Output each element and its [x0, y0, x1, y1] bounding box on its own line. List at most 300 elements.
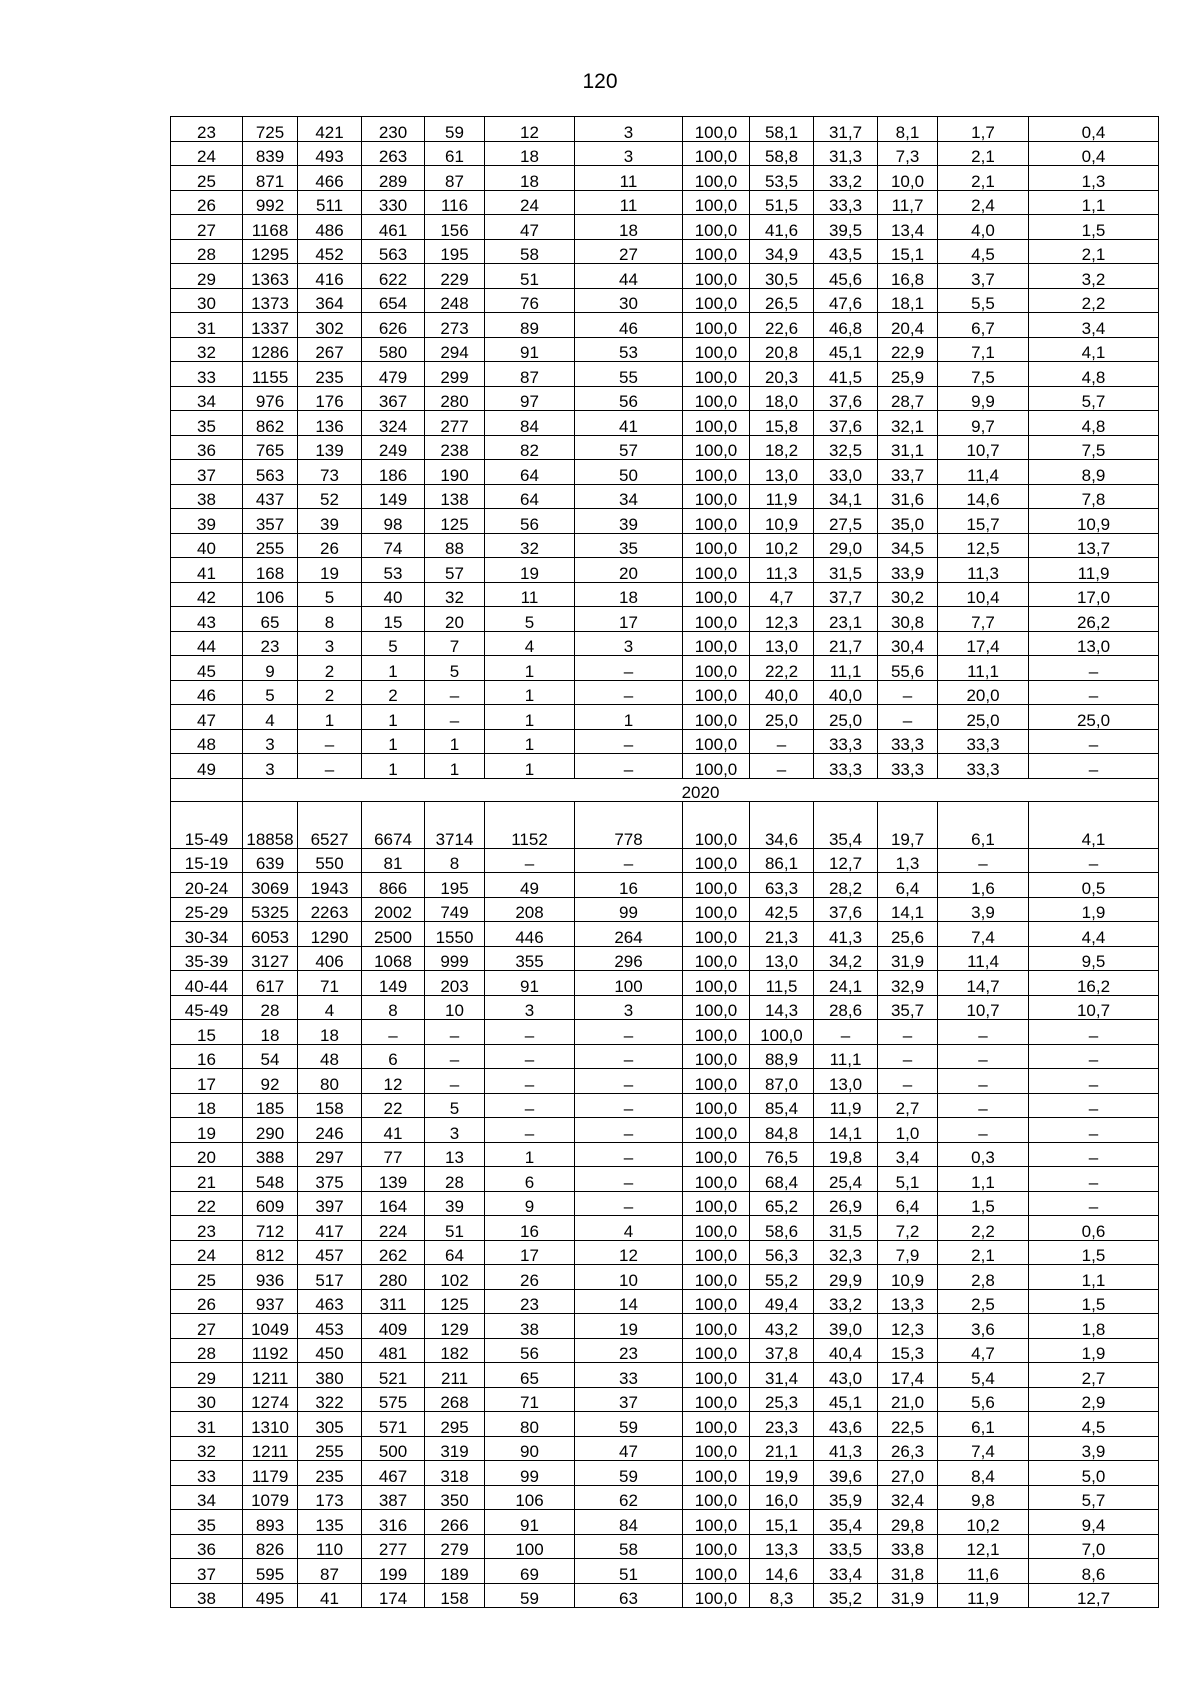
table-cell: 5: [485, 607, 575, 632]
table-cell: 100: [485, 1534, 575, 1559]
age-cell: 21: [171, 1167, 243, 1192]
table-cell: –: [575, 1142, 683, 1167]
table-cell: 31,7: [814, 117, 878, 142]
table-cell: –: [1029, 1044, 1159, 1069]
table-cell: 1550: [425, 922, 485, 947]
table-cell: 33,2: [814, 1289, 878, 1314]
table-cell: 387: [362, 1485, 425, 1510]
table-cell: 100,0: [683, 607, 750, 632]
table-cell: 330: [362, 190, 425, 215]
table-cell: 350: [425, 1485, 485, 1510]
table-cell: 992: [243, 190, 298, 215]
table-cell: 2500: [362, 922, 425, 947]
table-cell: 100,0: [683, 1216, 750, 1241]
table-cell: 6,4: [878, 1191, 938, 1216]
table-cell: 10,9: [750, 509, 814, 534]
table-cell: 3069: [243, 873, 298, 898]
table-cell: –: [575, 1167, 683, 1192]
table-cell: 15,7: [938, 509, 1029, 534]
table-cell: 211: [425, 1363, 485, 1388]
age-cell: 29: [171, 1363, 243, 1388]
table-row: [171, 705, 1159, 730]
table-cell: 20,4: [878, 313, 938, 338]
table-cell: 7,5: [1029, 435, 1159, 460]
table-cell: 100,0: [683, 1265, 750, 1290]
table-cell: 16,8: [878, 264, 938, 289]
table-cell: 263: [362, 141, 425, 166]
age-cell: 30: [171, 288, 243, 313]
table-cell: 550: [298, 848, 362, 873]
table-cell: 76,5: [750, 1142, 814, 1167]
table-cell: 100,0: [683, 705, 750, 730]
table-row: [171, 141, 1159, 166]
table-row: [171, 117, 1159, 142]
table-cell: 35,0: [878, 509, 938, 534]
table-cell: 100,0: [683, 386, 750, 411]
table-cell: 2,2: [1029, 288, 1159, 313]
table-cell: 311: [362, 1289, 425, 1314]
table-cell: 19,7: [878, 801, 938, 848]
table-cell: 12,7: [814, 848, 878, 873]
table-cell: 486: [298, 215, 362, 240]
table-cell: 100,0: [683, 582, 750, 607]
table-cell: 106: [485, 1485, 575, 1510]
table-cell: 100,0: [683, 264, 750, 289]
table-cell: 34,1: [814, 484, 878, 509]
table-cell: 262: [362, 1240, 425, 1265]
table-cell: 8: [298, 607, 362, 632]
table-cell: 24: [485, 190, 575, 215]
age-cell: 40-44: [171, 971, 243, 996]
table-cell: 195: [425, 239, 485, 264]
age-cell: 31: [171, 313, 243, 338]
table-cell: 44: [575, 264, 683, 289]
table-cell: 100,0: [683, 141, 750, 166]
table-cell: 6: [485, 1167, 575, 1192]
table-cell: 267: [298, 337, 362, 362]
table-cell: 53,5: [750, 166, 814, 191]
table-cell: 65: [243, 607, 298, 632]
table-cell: 3,6: [938, 1314, 1029, 1339]
table-cell: 8,4: [938, 1461, 1029, 1486]
table-cell: 28,6: [814, 995, 878, 1020]
table-cell: 8,1: [878, 117, 938, 142]
table-cell: –: [878, 680, 938, 705]
table-cell: 5325: [243, 897, 298, 922]
table-cell: 299: [425, 362, 485, 387]
table-cell: 13,0: [750, 631, 814, 656]
table-cell: –: [575, 1118, 683, 1143]
table-cell: 46: [575, 313, 683, 338]
table-cell: 34: [575, 484, 683, 509]
age-cell: 38: [171, 1583, 243, 1608]
table-cell: 208: [485, 897, 575, 922]
table-cell: 64: [485, 484, 575, 509]
table-row: [171, 1167, 1159, 1192]
table-cell: –: [575, 656, 683, 681]
table-cell: 15,1: [878, 239, 938, 264]
table-cell: 13,3: [750, 1534, 814, 1559]
table-cell: 56,3: [750, 1240, 814, 1265]
table-cell: 31,9: [878, 946, 938, 971]
table-cell: 87: [298, 1559, 362, 1584]
table-cell: 0,4: [1029, 117, 1159, 142]
table-cell: 77: [362, 1142, 425, 1167]
table-cell: 58,6: [750, 1216, 814, 1241]
table-cell: –: [575, 848, 683, 873]
age-cell: 32: [171, 1436, 243, 1461]
table-cell: 8: [425, 848, 485, 873]
table-cell: 248: [425, 288, 485, 313]
table-cell: 56: [485, 1338, 575, 1363]
table-cell: 45,6: [814, 264, 878, 289]
table-cell: 21,1: [750, 1436, 814, 1461]
table-cell: 28: [243, 995, 298, 1020]
table-cell: 18: [243, 1020, 298, 1045]
table-cell: –: [1029, 1142, 1159, 1167]
table-cell: –: [1029, 680, 1159, 705]
table-cell: 26,3: [878, 1436, 938, 1461]
table-cell: 33,3: [878, 729, 938, 754]
table-cell: 203: [425, 971, 485, 996]
age-cell: 45-49: [171, 995, 243, 1020]
table-cell: 595: [243, 1559, 298, 1584]
table-cell: 138: [425, 484, 485, 509]
table-cell: 46,8: [814, 313, 878, 338]
table-cell: 6053: [243, 922, 298, 947]
table-cell: 85,4: [750, 1093, 814, 1118]
age-cell: 22: [171, 1191, 243, 1216]
table-cell: 4,5: [1029, 1412, 1159, 1437]
table-cell: 4,4: [1029, 922, 1159, 947]
table-row: [171, 1387, 1159, 1412]
age-cell: 16: [171, 1044, 243, 1069]
table-cell: 277: [362, 1534, 425, 1559]
table-cell: 129: [425, 1314, 485, 1339]
table-cell: –: [485, 1069, 575, 1094]
table-cell: 29,0: [814, 533, 878, 558]
table-cell: 11,9: [1029, 558, 1159, 583]
table-cell: 295: [425, 1412, 485, 1437]
table-cell: 13,3: [878, 1289, 938, 1314]
table-cell: 6674: [362, 801, 425, 848]
table-cell: 249: [362, 435, 425, 460]
table-cell: 42,5: [750, 897, 814, 922]
table-cell: 100,0: [683, 484, 750, 509]
table-cell: 235: [298, 1461, 362, 1486]
table-cell: 13,7: [1029, 533, 1159, 558]
table-cell: –: [878, 1044, 938, 1069]
table-cell: 100,0: [683, 1314, 750, 1339]
table-row: [171, 166, 1159, 191]
table-cell: 55,6: [878, 656, 938, 681]
table-cell: 190: [425, 460, 485, 485]
table-row: [171, 190, 1159, 215]
table-row: [171, 215, 1159, 240]
table-cell: 1068: [362, 946, 425, 971]
table-cell: 4,1: [1029, 801, 1159, 848]
table-cell: 319: [425, 1436, 485, 1461]
table-cell: 18: [575, 582, 683, 607]
table-cell: 19,9: [750, 1461, 814, 1486]
table-cell: 100,0: [683, 288, 750, 313]
table-cell: 26: [298, 533, 362, 558]
table-cell: 174: [362, 1583, 425, 1608]
table-cell: 158: [298, 1093, 362, 1118]
table-cell: 1,3: [878, 848, 938, 873]
table-cell: 1310: [243, 1412, 298, 1437]
table-cell: 12,7: [1029, 1583, 1159, 1608]
table-cell: 479: [362, 362, 425, 387]
table-cell: 1295: [243, 239, 298, 264]
table-cell: 936: [243, 1265, 298, 1290]
age-cell: 37: [171, 460, 243, 485]
table-cell: 8: [362, 995, 425, 1020]
table-cell: 548: [243, 1167, 298, 1192]
table-row: [171, 1289, 1159, 1314]
table-cell: 20,8: [750, 337, 814, 362]
table-cell: 73: [298, 460, 362, 485]
table-cell: –: [938, 1118, 1029, 1143]
age-cell: 35: [171, 411, 243, 436]
table-cell: 41: [362, 1118, 425, 1143]
table-cell: 92: [243, 1069, 298, 1094]
table-cell: 18: [298, 1020, 362, 1045]
table-cell: 5,7: [1029, 1485, 1159, 1510]
table-cell: 3,4: [1029, 313, 1159, 338]
table-cell: 100,0: [683, 680, 750, 705]
table-cell: 33,3: [814, 190, 878, 215]
table-cell: 100,0: [683, 558, 750, 583]
age-cell: 15: [171, 1020, 243, 1045]
table-cell: 1: [298, 705, 362, 730]
table-cell: 58,1: [750, 117, 814, 142]
table-cell: 20: [425, 607, 485, 632]
table-cell: 466: [298, 166, 362, 191]
table-cell: 375: [298, 1167, 362, 1192]
age-cell: 34: [171, 386, 243, 411]
table-cell: 11,4: [938, 946, 1029, 971]
table-cell: 2,4: [938, 190, 1029, 215]
table-cell: 35,4: [814, 1510, 878, 1535]
table-cell: 224: [362, 1216, 425, 1241]
table-cell: 457: [298, 1240, 362, 1265]
table-cell: 84: [575, 1510, 683, 1535]
table-cell: 18,0: [750, 386, 814, 411]
table-cell: 5,1: [878, 1167, 938, 1192]
age-cell: 20-24: [171, 873, 243, 898]
table-row: [171, 1240, 1159, 1265]
table-cell: 100,0: [683, 1412, 750, 1437]
table-cell: 26: [485, 1265, 575, 1290]
table-cell: 25,0: [814, 705, 878, 730]
table-cell: 100,0: [683, 239, 750, 264]
table-cell: 976: [243, 386, 298, 411]
table-cell: 230: [362, 117, 425, 142]
table-cell: 3: [243, 754, 298, 779]
table-cell: 1,1: [1029, 1265, 1159, 1290]
table-row: [171, 264, 1159, 289]
age-cell: 44: [171, 631, 243, 656]
table-cell: 86,1: [750, 848, 814, 873]
age-cell: 35-39: [171, 946, 243, 971]
table-cell: 88,9: [750, 1044, 814, 1069]
table-cell: 4,7: [938, 1338, 1029, 1363]
table-cell: 100,0: [683, 215, 750, 240]
table-cell: 139: [362, 1167, 425, 1192]
table-cell: 100,0: [683, 411, 750, 436]
table-cell: 100,0: [683, 656, 750, 681]
table-cell: 14: [575, 1289, 683, 1314]
table-cell: –: [575, 1093, 683, 1118]
table-row: [171, 1142, 1159, 1167]
table-cell: 23,3: [750, 1412, 814, 1437]
table-cell: 41,5: [814, 362, 878, 387]
table-cell: 7,0: [1029, 1534, 1159, 1559]
table-cell: 5,4: [938, 1363, 1029, 1388]
table-cell: 81: [362, 848, 425, 873]
table-cell: 47,6: [814, 288, 878, 313]
table-cell: 25,6: [878, 922, 938, 947]
table-cell: –: [425, 1044, 485, 1069]
table-cell: 11: [485, 582, 575, 607]
table-cell: 26,5: [750, 288, 814, 313]
table-cell: 11,1: [814, 656, 878, 681]
table-cell: 9,4: [1029, 1510, 1159, 1535]
table-cell: 1: [362, 705, 425, 730]
table-cell: 11,7: [878, 190, 938, 215]
table-cell: 1: [425, 754, 485, 779]
age-cell: 36: [171, 435, 243, 460]
table-cell: 280: [425, 386, 485, 411]
table-cell: 3,2: [1029, 264, 1159, 289]
year-header-row: [171, 778, 1159, 801]
table-cell: 273: [425, 313, 485, 338]
table-cell: 100,0: [683, 1167, 750, 1192]
table-cell: –: [485, 1020, 575, 1045]
table-row: [171, 1510, 1159, 1535]
table-cell: 11,3: [750, 558, 814, 583]
table-cell: 100,0: [683, 631, 750, 656]
table-cell: 37,7: [814, 582, 878, 607]
table-cell: 23: [243, 631, 298, 656]
age-cell: 47: [171, 705, 243, 730]
table-cell: 3: [575, 141, 683, 166]
age-cell: 49: [171, 754, 243, 779]
table-cell: 3: [575, 995, 683, 1020]
table-cell: 25,0: [750, 705, 814, 730]
table-cell: –: [938, 1069, 1029, 1094]
table-cell: 58,8: [750, 141, 814, 166]
table-row: [171, 1314, 1159, 1339]
table-cell: 100,0: [683, 1485, 750, 1510]
table-cell: 37: [575, 1387, 683, 1412]
table-cell: 6: [362, 1044, 425, 1069]
age-cell: 39: [171, 509, 243, 534]
table-cell: 8,9: [1029, 460, 1159, 485]
table-cell: 571: [362, 1412, 425, 1437]
table-cell: –: [485, 1118, 575, 1143]
table-cell: 80: [485, 1412, 575, 1437]
table-cell: 91: [485, 337, 575, 362]
table-cell: 39,5: [814, 215, 878, 240]
table-cell: 1,5: [1029, 1240, 1159, 1265]
table-cell: 1274: [243, 1387, 298, 1412]
age-cell: 36: [171, 1534, 243, 1559]
table-cell: 185: [243, 1093, 298, 1118]
table-cell: 4: [575, 1216, 683, 1241]
table-cell: 3: [575, 117, 683, 142]
table-cell: 158: [425, 1583, 485, 1608]
table-cell: 33,3: [878, 754, 938, 779]
table-cell: 749: [425, 897, 485, 922]
age-cell: 26: [171, 190, 243, 215]
table-cell: 3,7: [938, 264, 1029, 289]
table-cell: 13,0: [750, 460, 814, 485]
table-cell: 255: [298, 1436, 362, 1461]
table-cell: 2,1: [1029, 239, 1159, 264]
table-cell: 43,0: [814, 1363, 878, 1388]
table-cell: 18: [485, 141, 575, 166]
table-cell: 1,6: [938, 873, 1029, 898]
table-cell: 100,0: [683, 995, 750, 1020]
table-cell: 322: [298, 1387, 362, 1412]
table-cell: 9,8: [938, 1485, 1029, 1510]
table-cell: 31,5: [814, 558, 878, 583]
table-cell: 25,0: [1029, 705, 1159, 730]
table-cell: 1943: [298, 873, 362, 898]
table-cell: 5,5: [938, 288, 1029, 313]
table-cell: 16: [485, 1216, 575, 1241]
table-cell: 29,9: [814, 1265, 878, 1290]
table-cell: 43,6: [814, 1412, 878, 1437]
table-cell: 156: [425, 215, 485, 240]
table-cell: 3,4: [878, 1142, 938, 1167]
age-cell: 38: [171, 484, 243, 509]
table-cell: 100,0: [683, 922, 750, 947]
table-cell: 0,5: [1029, 873, 1159, 898]
table-cell: 47: [575, 1436, 683, 1461]
age-cell: 27: [171, 1314, 243, 1339]
table-cell: 17,0: [1029, 582, 1159, 607]
table-cell: 11: [575, 190, 683, 215]
table-cell: 264: [575, 922, 683, 947]
table-cell: 45,1: [814, 337, 878, 362]
table-cell: 9: [243, 656, 298, 681]
table-cell: 6,4: [878, 873, 938, 898]
table-cell: 100,0: [683, 435, 750, 460]
table-row: [171, 897, 1159, 922]
table-cell: 100,0: [683, 729, 750, 754]
table-cell: 1,3: [1029, 166, 1159, 191]
table-cell: 39,6: [814, 1461, 878, 1486]
table-cell: 13,0: [814, 1069, 878, 1094]
age-cell: 28: [171, 239, 243, 264]
table-cell: 57: [575, 435, 683, 460]
table-cell: 2,1: [938, 1240, 1029, 1265]
table-cell: 100,0: [683, 1363, 750, 1388]
table-cell: 76: [485, 288, 575, 313]
table-cell: 1152: [485, 801, 575, 848]
table-cell: 10,9: [878, 1265, 938, 1290]
table-cell: 33,3: [938, 729, 1029, 754]
table-cell: 100,0: [683, 801, 750, 848]
table-cell: 4,0: [938, 215, 1029, 240]
table-cell: 289: [362, 166, 425, 191]
table-cell: –: [1029, 656, 1159, 681]
table-cell: 32,5: [814, 435, 878, 460]
table-cell: 279: [425, 1534, 485, 1559]
